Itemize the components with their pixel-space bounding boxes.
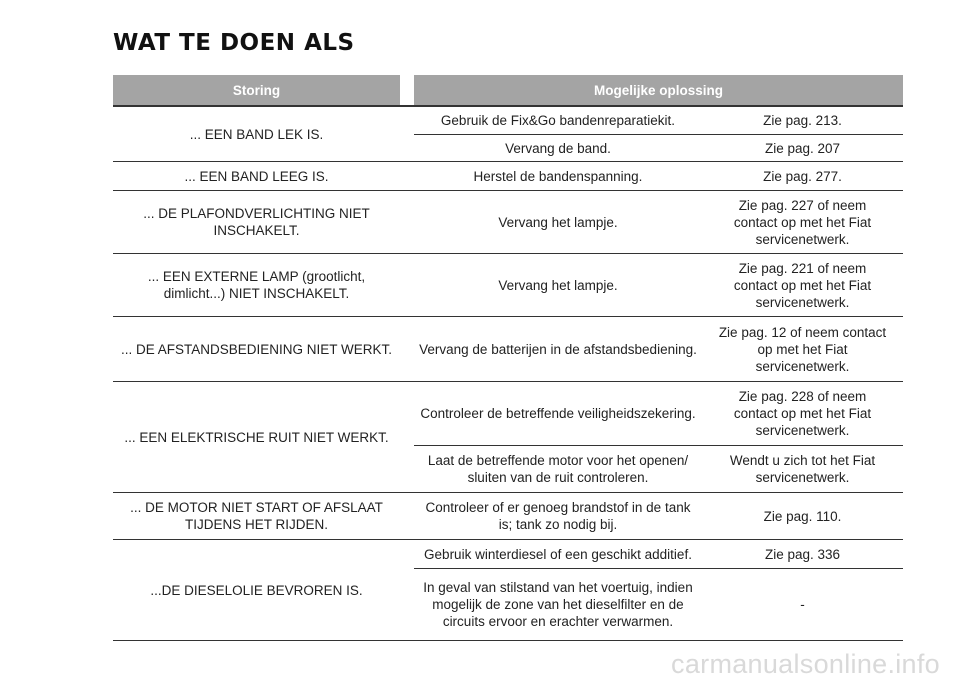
solution-ref: Zie pag. 12 of neem contact op met het Fiat servicenetwerk. [718, 324, 887, 374]
solution-ref: Wendt u zich tot het Fiat servicenetwerk. [729, 453, 876, 485]
table-row [113, 317, 903, 382]
solution-row [414, 568, 903, 640]
table-header [113, 75, 903, 105]
solution-row [414, 107, 903, 134]
solution-action: Gebruik winterdiesel of een geschikt additief. [424, 546, 692, 562]
solution-row [414, 162, 903, 190]
solution-ref: Zie pag. 221 of neem contact op met het Fiat servicenetwerk. [733, 260, 872, 310]
solution-row [414, 254, 903, 316]
solution-action: Controleer of er genoeg brandstof in de tank is; tank zo nodig bij. [425, 500, 691, 532]
solution-row [414, 493, 903, 539]
problem-cell: ... DE AFSTANDSBEDIENING NIET WERKT. [120, 341, 393, 357]
solution-ref: - [800, 597, 805, 612]
problem-cell: ... EEN EXTERNE LAMP (grootlicht, dimlicht...) NIET INSCHAKELT. [147, 269, 366, 301]
solution-ref: Zie pag. 213. [763, 113, 842, 128]
solution-action: Vervang de batterijen in de afstandsbediening. [419, 341, 697, 357]
solution-row [414, 540, 903, 568]
solution-action: Laat de betreffende motor voor het openen/ sluiten van de ruit controleren. [427, 453, 689, 485]
page-title: WAT TE DOEN ALS [113, 30, 355, 56]
problem-cell: ... DE MOTOR NIET START OF AFSLAAT TIJDENS HET RIJDEN. [130, 500, 383, 532]
solution-action: Vervang het lampje. [498, 214, 618, 230]
table-row [113, 162, 903, 191]
table-row [113, 107, 903, 162]
troubleshooting-table [113, 75, 903, 641]
solution-row [414, 191, 903, 253]
solution-action: Controleer de betreffende veiligheidszekering. [420, 406, 696, 421]
problem-cell: ...DE DIESELOLIE BEVROREN IS. [150, 582, 363, 598]
solution-ref: Zie pag. 336 [764, 546, 841, 562]
problem-cell: ... EEN BAND LEK IS. [189, 126, 324, 142]
solution-action: Vervang het lampje. [498, 277, 618, 293]
solution-action: Vervang de band. [505, 140, 611, 156]
problem-cell: ... EEN ELEKTRISCHE RUIT NIET WERKT. [124, 429, 389, 445]
header-solution: Mogelijke oplossing [414, 75, 903, 105]
table-row [113, 540, 903, 641]
problem-cell: ... EEN BAND LEEG IS. [184, 168, 329, 184]
solution-action: Herstel de bandenspanning. [473, 168, 643, 184]
table-row [113, 493, 903, 540]
solution-ref: Zie pag. 277. [763, 168, 842, 184]
solution-ref: Zie pag. 207 [764, 140, 841, 156]
problem-cell: ... DE PLAFONDVERLICHTING NIET INSCHAKELT. [143, 206, 370, 238]
solution-row [414, 445, 903, 492]
header-problem: Storing [113, 75, 400, 105]
table-row [113, 254, 903, 317]
table-row [113, 191, 903, 254]
solution-ref: Zie pag. 227 of neem contact op met het Fiat servicenetwerk. [733, 197, 872, 247]
watermark: carmanualsonline.info [671, 649, 940, 679]
solution-row [414, 382, 903, 445]
solution-ref: Zie pag. 110. [763, 508, 842, 524]
solution-row [414, 134, 903, 161]
solution-action: In geval van stilstand van het voertuig, indien mogelijk de zone van het dieselfilter en de circuits ervoor en erachter verwarmen. [423, 580, 693, 629]
solution-ref: Zie pag. 228 of neem contact op met het Fiat servicenetwerk. [733, 389, 872, 438]
solution-row [414, 317, 903, 381]
solution-action: Gebruik de Fix&Go bandenreparatiekit. [440, 113, 676, 128]
table-row [113, 382, 903, 493]
